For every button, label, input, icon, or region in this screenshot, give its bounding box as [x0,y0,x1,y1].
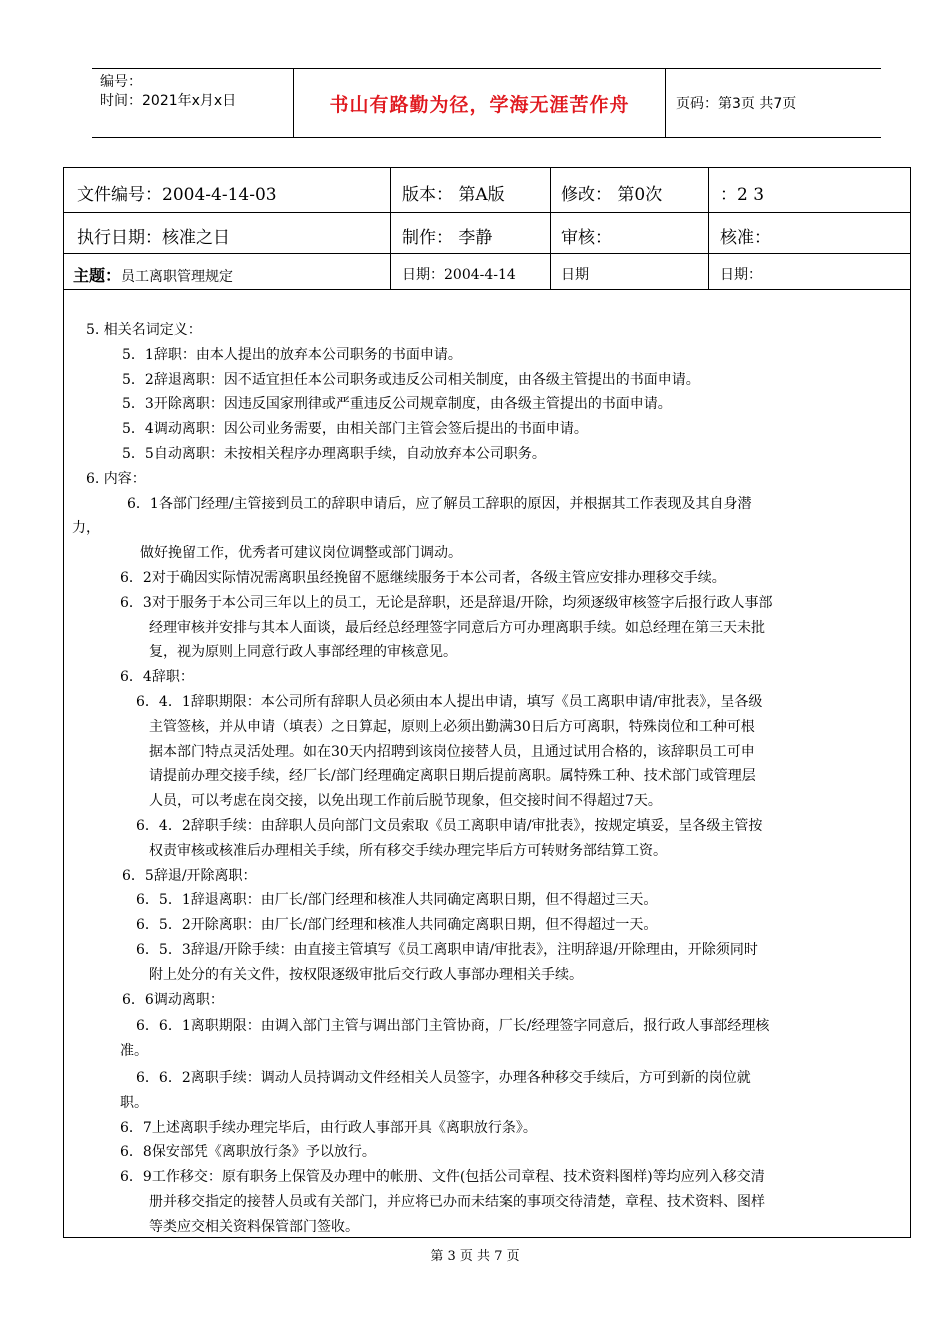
header-page-code: 页码：第3页 共7页 [676,96,797,112]
paragraph-line: 6．9工作移交：原有职务上保管及办理中的帐册、文件(包括公司章程、技术资料图样)等均应列入移交清 [120,1169,765,1186]
list-item: 5．4调动离职：因公司业务需要，由相关部门主管会签后提出的书面申请。 [122,421,588,438]
header-left [100,73,290,111]
paragraph-line: 6．6．2离职手续：调动人员持调动文件经相关人员签字，办理各种移交手续后，方可到新的岗位就 [136,1069,751,1086]
paragraph-line: 6．5．1辞退离职：由厂长/部门经理和核准人共同确定离职日期，但不得超过三天。 [136,892,658,909]
time-line: 时间：2021年x月x日 [100,93,237,109]
paragraph-line: 力， [72,520,100,537]
section-heading: 6. 内容： [86,470,146,487]
number-label: 编号： [100,74,142,90]
subject [73,263,233,286]
paragraph-line: 6．4．1辞职期限：本公司所有辞职人员必须由本人提出申请，填写《员工离职申请/审批表》，呈各级 [136,693,763,710]
paragraph-line: 册并移交指定的接替人员或有关部门，并应将已办而未结案的事项交待清楚，章程、技术资料、图样 [149,1193,765,1210]
table-rule [64,253,910,254]
table-rule [64,289,910,290]
paragraph-line: 做好挽留工作，优秀者可建议岗位调整或部门调动。 [140,545,462,562]
subsection-heading: 6．6调动离职： [122,991,224,1008]
paragraph-line: 附上处分的有关文件，按权限逐级审批后交行政人事部办理相关手续。 [149,966,583,983]
paragraph-line: 6．1各部门经理/主管接到员工的辞职申请后，应了解员工辞职的原因，并根据其工作表现及其自身潜 [127,495,752,512]
paragraph-line: 6．8保安部凭《离职放行条》予以放行。 [120,1144,376,1161]
header-divider [665,69,666,137]
paragraph-line: 权责审核或核准后办理相关手续，所有移交手续办理完毕后方可转财务部结算工资。 [149,842,667,859]
date-made: 日期：2004-4-14 [402,267,516,283]
paragraph-line: 职。 [120,1094,148,1111]
approver: 核准： [720,228,771,248]
file-number: 文件编号：2004-4-14-03 [77,185,277,205]
list-item: 5．2辞退离职：因不适宜担任本公司职务或违反公司相关制度，由各级主管提出的书面申请。 [122,371,700,388]
paragraph-line: 等类应交相关资料保管部门签收。 [149,1218,359,1235]
table-rule [390,168,391,290]
page-header [92,68,881,138]
paragraph-line: 6．6．1离职期限：由调入部门主管与调出部门主管协商，厂长/经理签字同意后，报行政人事部经理核 [136,1018,770,1035]
paragraph-line: 据本部门特点灵活处理。如在30天内招聘到该岗位接替人员，且通过试用合格的，该辞职员工可申 [149,743,755,760]
list-item: 5．1辞职：由本人提出的放弃本公司职务的书面申请。 [122,346,462,363]
date-review: 日期 [561,267,589,283]
paragraph-line: 6．5．3辞退/开除手续：由直接主管填写《员工离职申请/审批表》，注明辞退/开除理由，开除须同时 [136,941,758,958]
revision: 修改： 第0次 [561,185,663,205]
table-rule [708,168,709,290]
table-rule [550,168,551,290]
list-item: 5．3开除离职：因违反国家刑律或严重违反公司规章制度，由各级主管提出的书面申请。 [122,396,672,413]
extra-field: ：2 3 [720,185,765,205]
paragraph-line: 6．3对于服务于本公司三年以上的员工，无论是辞职，还是辞退/开除，均须逐级审核签字后报行政人事部 [120,594,773,611]
paragraph-line: 6．7上述离职手续办理完毕后，由行政人事部开具《离职放行条》。 [120,1119,537,1136]
date-approve: 日期： [720,267,762,283]
table-rule [64,212,910,213]
paragraph-line: 经理审核并安排与其本人面谈，最后经总经理签字同意后方可办理离职手续。如总经理在第三天未批 [149,619,765,636]
paragraph-line: 人员，可以考虑在岗交接，以免出现工作前后脱节现象，但交接时间不得超过7天。 [149,793,662,810]
document-body [64,318,910,1239]
document-frame [63,167,911,1238]
paragraph-line: 6．2对于确因实际情况需离职虽经挽留不愿继续服务于本公司者，各级主管应安排办理移交手续。 [120,569,726,586]
version: 版本： 第A版 [402,185,505,205]
paragraph-line: 请提前办理交接手续，经厂长/部门经理确定离职日期后提前离职。属特殊工种、技术部门或管理层 [149,768,756,785]
made-by: 制作： 李静 [402,228,493,248]
subject-label: 主题： [73,266,122,285]
meta-table [64,168,910,290]
paragraph-line: 准。 [120,1043,148,1060]
execution-date: 执行日期：核准之日 [77,228,230,248]
reviewer: 审核： [561,228,612,248]
page-footer: 第 3 页 共 7 页 [430,1249,520,1264]
paragraph-line: 6．5．2开除离职：由厂长/部门经理和核准人共同确定离职日期，但不得超过一天。 [136,917,658,934]
section-heading: 5. 相关名词定义： [86,322,202,338]
paragraph-line: 6．4．2辞职手续：由辞职人员向部门文员索取《员工离职申请/审批表》，按规定填妥，呈各级主管按 [136,817,763,834]
header-motto: 书山有路勤为径，学海无涯苦作舟 [329,94,630,116]
subsection-heading: 6．5辞退/开除离职： [122,867,257,884]
subject-value: 员工离职管理规定 [121,269,234,285]
paragraph-line: 复，视为原则上同意行政人事部经理的审核意见。 [149,644,457,661]
subsection-heading: 6．4辞职： [120,669,194,686]
list-item: 5．5自动离职：未按相关程序办理离职手续，自动放弃本公司职务。 [122,445,546,462]
paragraph-line: 主管签核，并从申请（填表）之日算起，原则上必须出勤满30日后方可离职，特殊岗位和工种可根 [149,718,755,735]
